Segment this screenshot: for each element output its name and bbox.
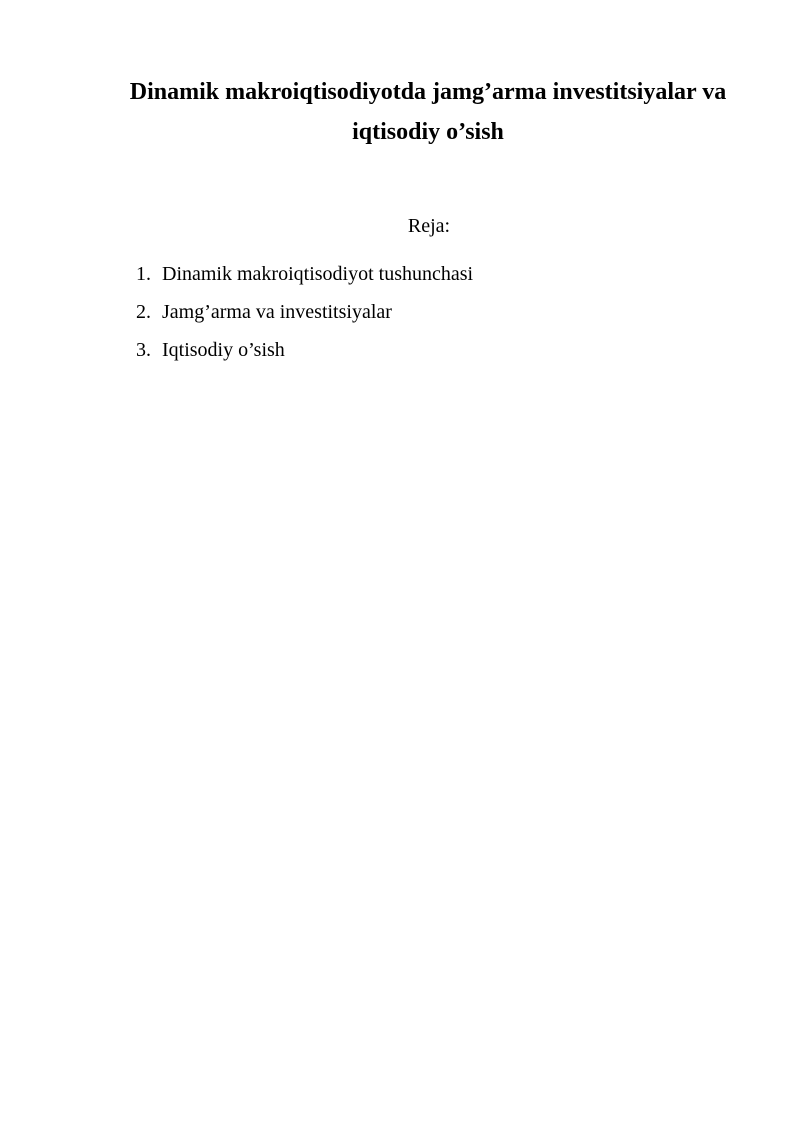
plan-item	[136, 337, 473, 375]
document-title	[118, 72, 738, 152]
plan-item-number: 3.	[136, 339, 151, 361]
plan-item-text: Iqtisodiy o’sish	[162, 339, 285, 361]
plan-item-number: 1.	[136, 263, 151, 285]
title-line-2: iqtisodiy o’sish	[352, 119, 504, 145]
title-line-1: Dinamik makroiqtisodiyotda jamg’arma investitsiyalar va	[129, 79, 727, 105]
plan-item-text: Dinamik makroiqtisodiyot tushunchasi	[162, 263, 474, 285]
plan-item	[136, 299, 473, 337]
plan-item	[136, 261, 473, 299]
plan-list	[136, 261, 473, 375]
plan-item-number: 2.	[136, 301, 151, 323]
plan-heading: Reja:	[407, 215, 451, 237]
plan-item-text: Jamg’arma va investitsiyalar	[162, 301, 392, 323]
